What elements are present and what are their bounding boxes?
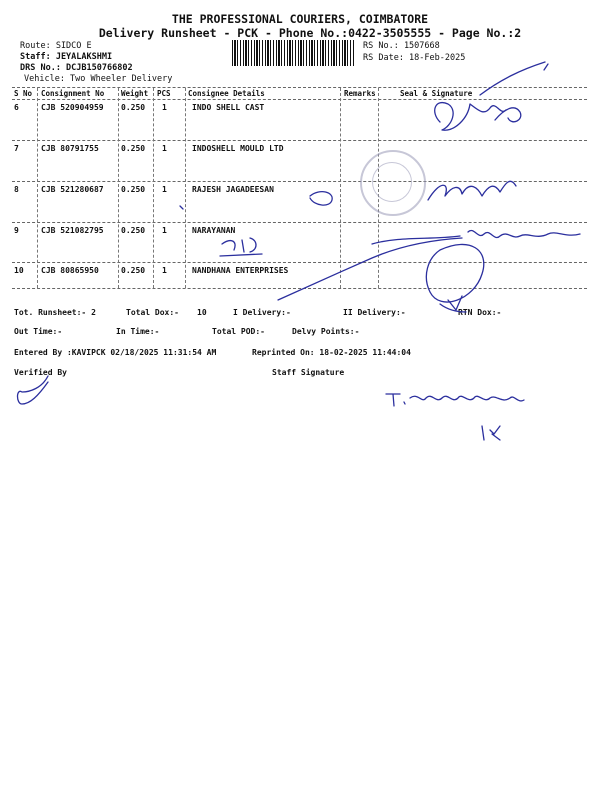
drs-number: DRS No.: DCJB150766802 <box>20 63 133 73</box>
corner-tick <box>544 64 548 70</box>
row-weight: 0.250 <box>121 103 146 112</box>
row-weight: 0.250 <box>121 144 146 153</box>
col-header-sno: S No <box>14 89 33 98</box>
column-divider <box>37 88 38 288</box>
row-pcs: 1 <box>162 226 167 235</box>
tot-runsheet: Tot. Runsheet:- 2 <box>14 308 96 317</box>
total-dox-label: Total Dox:- <box>126 308 179 317</box>
signature-row9 <box>468 230 580 237</box>
ii-delivery: II Delivery:- <box>343 308 406 317</box>
out-time: Out Time:- <box>14 327 63 336</box>
row8-mark <box>310 192 332 205</box>
row-consignee: INDOSHELL MOULD LTD <box>192 144 284 153</box>
i-delivery: I Delivery:- <box>233 308 291 317</box>
signature-row6-b <box>495 108 521 122</box>
column-divider <box>340 88 341 288</box>
verified-signature <box>18 376 49 404</box>
row-consignment: CJB 80791755 <box>41 144 99 153</box>
row-pcs: 1 <box>162 144 167 153</box>
row9-loop <box>426 244 483 302</box>
col-header-consignment: Consignment No <box>41 89 105 98</box>
table-bottom-border <box>12 288 587 289</box>
row-sno: 6 <box>14 103 19 112</box>
row-weight: 0.250 <box>121 185 146 194</box>
row-sno: 8 <box>14 185 19 194</box>
row-consignee: INDO SHELL CAST <box>192 103 265 112</box>
signature-row8 <box>428 181 516 200</box>
row-consignment: CJB 521082795 <box>41 226 104 235</box>
company-title: THE PROFESSIONAL COURIERS, COIMBATORE <box>171 12 429 26</box>
column-divider <box>118 88 119 288</box>
long-stroke <box>278 238 462 300</box>
runsheet-title: Delivery Runsheet - PCK - Phone No.:0422-3505555 - Page No.:2 <box>98 26 522 40</box>
row-consignee: NARAYANAN <box>192 226 236 235</box>
entered-by: Entered By :KAVIPCK 02/18/2025 11:31:54 AM <box>14 348 217 357</box>
staff-initials <box>482 426 500 440</box>
row-consignee: RAJESH JAGADEESAN <box>192 185 274 194</box>
table-header-border <box>12 99 587 100</box>
route-text: Route: SIDCO E <box>20 41 92 51</box>
row-sno: 10 <box>14 266 24 275</box>
col-header-pcs: PCS <box>157 89 171 98</box>
staff-text: Staff: JEYALAKSHMI <box>20 52 113 62</box>
rs-date: RS Date: 18-Feb-2025 <box>363 53 466 63</box>
row-weight: 0.250 <box>121 226 146 235</box>
col-header-consignee: Consignee Details <box>188 89 265 98</box>
row-sno: 7 <box>14 144 19 153</box>
row9-initials <box>220 238 262 256</box>
row-pcs: 1 <box>162 266 167 275</box>
rtn-dox: RTN Dox:- <box>458 308 502 317</box>
total-dox-value: 10 <box>197 308 207 317</box>
row-pcs: 1 <box>162 185 167 194</box>
vehicle-text: Vehicle: Two Wheeler Delivery <box>24 74 173 84</box>
column-divider <box>153 88 154 288</box>
row-consignee: NANDHANA ENTERPRISES <box>192 266 289 275</box>
barcode <box>232 40 354 66</box>
reprinted-on: Reprinted On: 18-02-2025 11:44:04 <box>252 348 411 357</box>
row-pcs: 1 <box>162 103 167 112</box>
delvy-points: Delvy Points:- <box>292 327 360 336</box>
table-top-border <box>12 87 587 88</box>
row-sno: 9 <box>14 226 19 235</box>
row9-stroke <box>372 236 460 244</box>
column-divider <box>185 88 186 288</box>
row-divider <box>12 140 587 141</box>
row-consignment: CJB 520904959 <box>41 103 104 112</box>
row-divider <box>12 222 587 223</box>
rs-number: RS No.: 1507668 <box>363 41 440 51</box>
row8-tick <box>180 206 183 209</box>
col-header-remarks: Remarks <box>344 89 376 98</box>
row-consignment: CJB 521280687 <box>41 185 104 194</box>
row-consignment: CJB 80865950 <box>41 266 99 275</box>
row-weight: 0.250 <box>121 266 146 275</box>
staff-signature-label: Staff Signature <box>272 368 345 377</box>
verified-by-label: Verified By <box>14 368 67 377</box>
in-time: In Time:- <box>116 327 160 336</box>
row-divider <box>12 181 587 182</box>
total-pod: Total POD:- <box>212 327 265 336</box>
row-divider <box>12 262 587 263</box>
company-stamp <box>360 150 426 216</box>
staff-signature <box>386 394 524 406</box>
col-header-seal-signature: Seal & Signature <box>400 89 473 98</box>
col-header-weight: Weight <box>121 89 149 98</box>
